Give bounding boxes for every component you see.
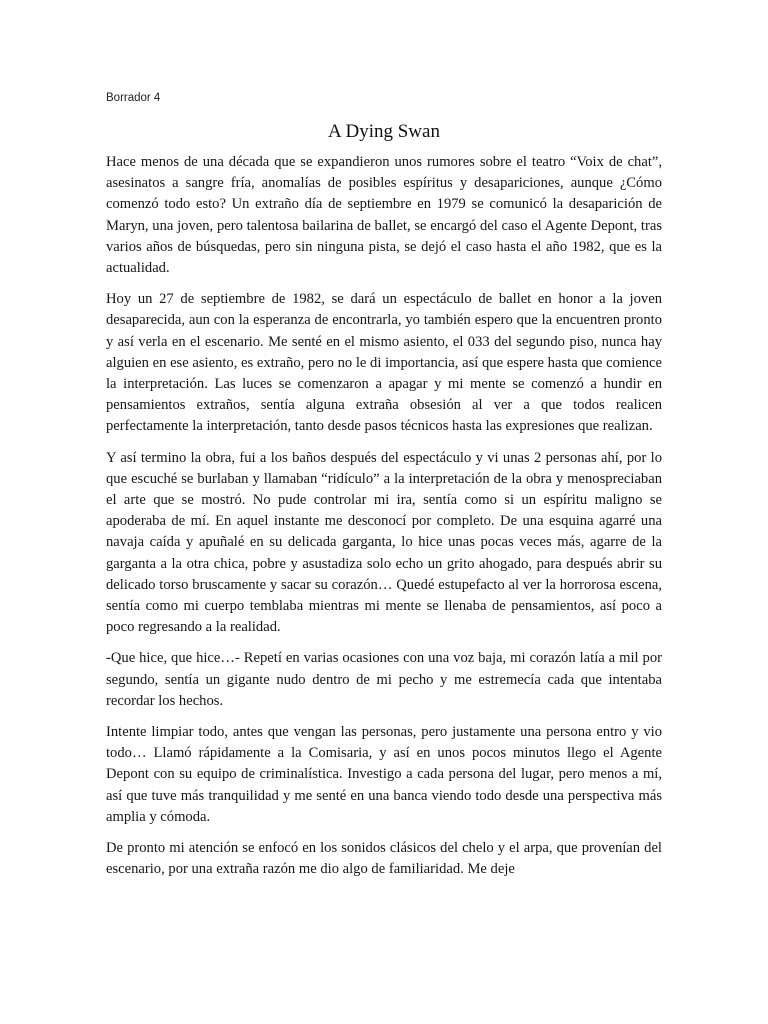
paragraph: Hace menos de una década que se expandieron unos rumores sobre el teatro “Voix de chat”, asesinatos a sangre fría, anomalías de posibles espíritus y desapariciones, aunque ¿Cómo comenzó todo esto? Un extraño día de septiembre en 1979 se comunicó la desaparición de Maryn, una joven, pero talentosa bailarina de ballet, se encargó del caso el Agente Depont, tras varios años de búsquedas, pero sin ninguna pista, se dejó el caso hasta el año 1982, que es la actualidad. [106,154,662,277]
document-body [106,152,662,891]
paragraph: -Que hice, que hice…- Repetí en varias ocasiones con una voz baja, mi corazón latía a mil por segundo, sentía un gigante nudo dentro de mi pecho y me estremecía cada que intentaba recordar los hechos. [106,650,662,709]
paragraph: De pronto mi atención se enfocó en los sonidos clásicos del chelo y el arpa, que provenían del escenario, por una extraña razón me dio algo de familiaridad. Me deje [106,840,662,878]
draft-label: Borrador 4 [106,92,161,104]
page-title: A Dying Swan [328,121,440,142]
paragraph: Y así termino la obra, fui a los baños después del espectáculo y vi unas 2 personas ahí, por lo que escuché se burlaban y llamaban “ridículo” a la interpretación de la obra y menospreciaban el arte que se mostró. No pude controlar mi ira, sentía como si un espíritu maligno se apoderaba de mí. En aquel instante me desconocí por completo. De una esquina agarré una navaja caída y apuñalé en su delicada garganta, lo hice unas pocas veces más, agarre de la garganta a la otra chica, pobre y asustadiza solo echo un grito ahogado, para después abrir su delicado torso bruscamente y sacar su corazón… Quedé estupefacto al ver la horrorosa escena, sentía como mi cuerpo temblaba mientras mi mente se llenaba de pensamientos, así poco a poco regresando a la realidad. [106,449,662,636]
paragraph: Intente limpiar todo, antes que vengan las personas, pero justamente una persona entro y vio todo… Llamó rápidamente a la Comisaria, y así en unos pocos minutos llego el Agente Depont con su equipo de criminalística. Investigo a cada persona del lugar, pero menos a mí, así que tuve más tranquilidad y me senté en una banca viendo todo desde una perspectiva más amplia y cómoda. [106,724,662,825]
paragraph: Hoy un 27 de septiembre de 1982, se dará un espectáculo de ballet en honor a la joven desaparecida, aun con la esperanza de encontrarla, yo también espero que la encuentren pronto y así verla en el escenario. Me senté en el mismo asiento, el 033 del segundo piso, nunca hay alguien en ese asiento, es extraño, pero no le di importancia, así que espere hasta que comience la interpretación. Las luces se comenzaron a apagar y mi mente se comenzó a hundir en pensamientos extraños, sentía alguna extraña obsesión al ver a que todos realicen perfectamente la interpretación, tanto desde pasos técnicos hasta las expresiones que realizan. [106,291,662,435]
